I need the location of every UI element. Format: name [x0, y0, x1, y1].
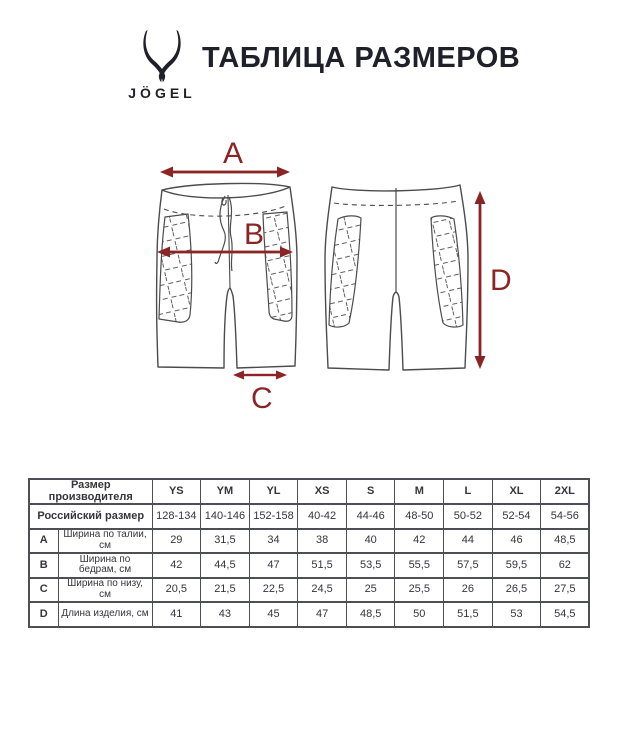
measure-value: 48,5 [346, 602, 395, 627]
dimension-label-a: A [223, 137, 244, 170]
measure-value: 51,5 [444, 602, 493, 627]
row-label: Российский размер [29, 504, 152, 529]
measure-value: 59,5 [492, 553, 541, 578]
measure-label: Ширина по талии, см [58, 529, 152, 554]
size-cell: YS [152, 479, 201, 504]
measure-value: 45 [249, 602, 298, 627]
brand-name: JÖGEL [128, 85, 196, 101]
measure-value: 46 [492, 529, 541, 554]
size-cell: YM [201, 479, 250, 504]
size-cell: XL [492, 479, 541, 504]
measure-value: 57,5 [444, 553, 493, 578]
dimension-label-b: B [244, 218, 265, 251]
russian-size-cell: 128-134 [152, 504, 201, 529]
dimension-arrow-c [233, 371, 287, 380]
table-row-measure-c [29, 578, 589, 603]
russian-size-cell: 48-50 [395, 504, 444, 529]
measure-label: Ширина по низу, см [58, 578, 152, 603]
measure-value: 51,5 [298, 553, 347, 578]
measure-value: 54,5 [541, 602, 590, 627]
measure-value: 20,5 [152, 578, 201, 603]
dimension-label-c: C [251, 382, 273, 415]
measure-value: 31,5 [201, 529, 250, 554]
measure-value: 29 [152, 529, 201, 554]
measure-value: 47 [298, 602, 347, 627]
jogel-logo-icon [138, 30, 186, 83]
measure-value: 41 [152, 602, 201, 627]
measure-letter: C [29, 578, 58, 603]
measure-value: 42 [152, 553, 201, 578]
russian-size-cell: 140-146 [201, 504, 250, 529]
measure-value: 48,5 [541, 529, 590, 554]
measure-value: 42 [395, 529, 444, 554]
measure-value: 22,5 [249, 578, 298, 603]
size-cell: S [346, 479, 395, 504]
measure-label: Ширина по бедрам, см [58, 553, 152, 578]
measure-letter: A [29, 529, 58, 554]
shorts-front-drawing [157, 183, 297, 368]
russian-size-cell: 50-52 [444, 504, 493, 529]
measure-value: 24,5 [298, 578, 347, 603]
measure-letter: B [29, 553, 58, 578]
measure-value: 50 [395, 602, 444, 627]
size-cell: L [444, 479, 493, 504]
measure-letter: D [29, 602, 58, 627]
russian-size-cell: 44-46 [346, 504, 395, 529]
measure-value: 38 [298, 529, 347, 554]
russian-size-cell: 40-42 [298, 504, 347, 529]
shorts-back-drawing [325, 185, 468, 370]
measure-value: 27,5 [541, 578, 590, 603]
russian-size-cell: 54-56 [541, 504, 590, 529]
page-title: ТАБЛИЦА РАЗМЕРОВ [202, 42, 521, 74]
measure-label: Длина изделия, см [58, 602, 152, 627]
table-row-measure-a [29, 529, 589, 554]
table-row-measure-d [29, 602, 589, 627]
measure-value: 53,5 [346, 553, 395, 578]
table-row-measure-b [29, 553, 589, 578]
measure-value: 44,5 [201, 553, 250, 578]
measure-value: 26 [444, 578, 493, 603]
size-cell: XS [298, 479, 347, 504]
russian-size-cell: 52-54 [492, 504, 541, 529]
size-cell: YL [249, 479, 298, 504]
table-row-russian-size [29, 504, 589, 529]
dimension-arrow-d [475, 191, 486, 369]
measure-value: 44 [444, 529, 493, 554]
measure-value: 62 [541, 553, 590, 578]
measure-value: 55,5 [395, 553, 444, 578]
dimension-label-d: D [490, 264, 512, 297]
measure-value: 43 [201, 602, 250, 627]
measure-value: 21,5 [201, 578, 250, 603]
table-row-manufacturer-size [29, 479, 589, 504]
size-cell: 2XL [541, 479, 590, 504]
measure-value: 47 [249, 553, 298, 578]
size-cell: M [395, 479, 444, 504]
measure-value: 40 [346, 529, 395, 554]
measure-value: 25,5 [395, 578, 444, 603]
shorts-measurement-diagram [140, 125, 520, 425]
row-label: Размер производителя [29, 479, 152, 504]
jogel-logo [112, 30, 212, 101]
measure-value: 25 [346, 578, 395, 603]
measure-value: 26,5 [492, 578, 541, 603]
measure-value: 34 [249, 529, 298, 554]
measure-value: 53 [492, 602, 541, 627]
size-table [28, 478, 590, 628]
russian-size-cell: 152-158 [249, 504, 298, 529]
